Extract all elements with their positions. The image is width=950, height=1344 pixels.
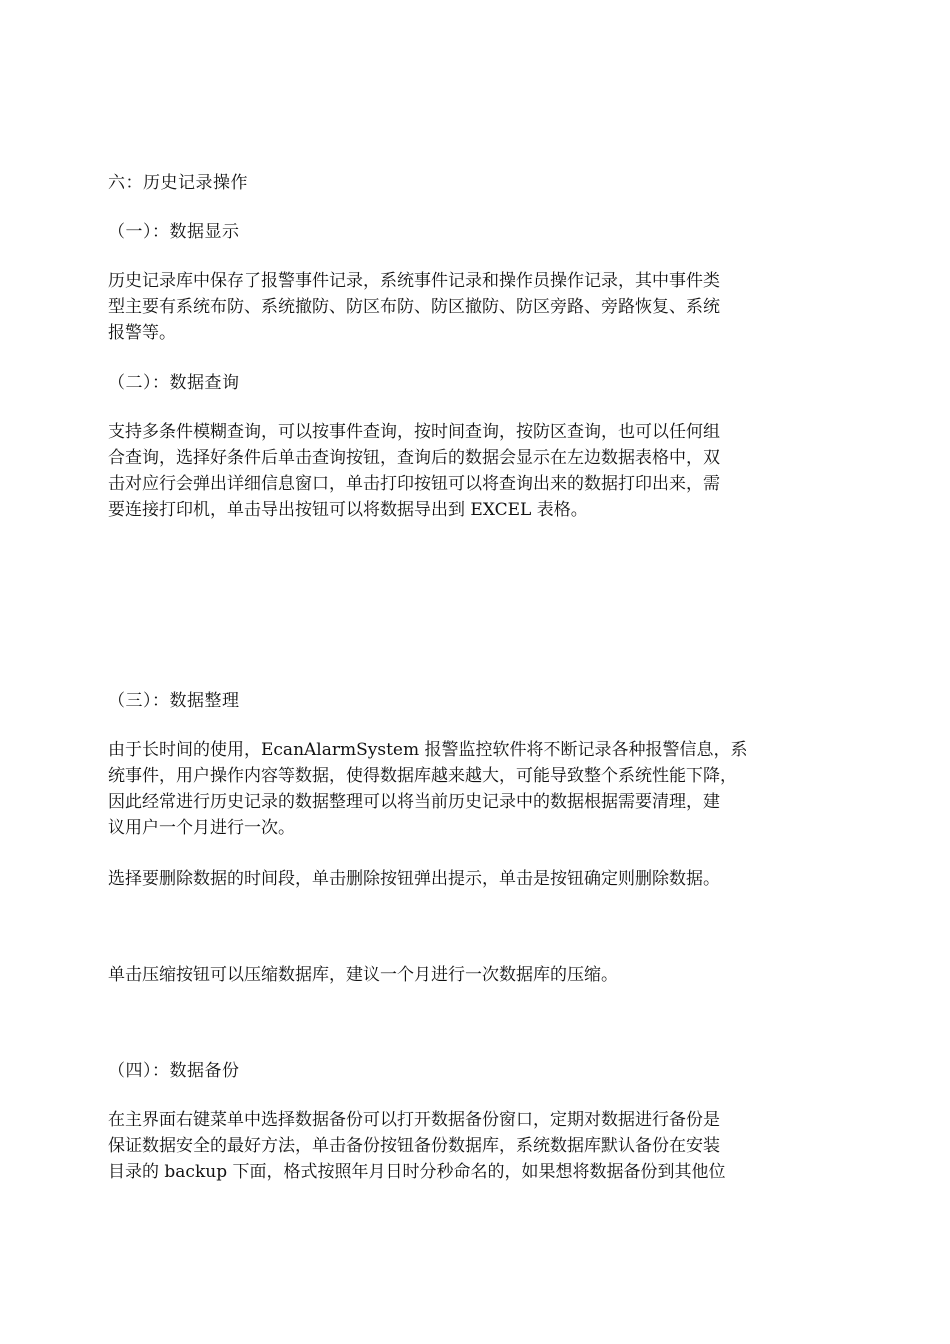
subsection-heading-data-backup: （四）：数据备份 (108, 1061, 240, 1081)
subsection-heading-data-cleanup: （三）：数据整理 (108, 691, 240, 711)
paragraph-line: 在主界面右键菜单中选择数据备份可以打开数据备份窗口，定期对数据进行备份是 (108, 1110, 720, 1130)
paragraph-line: 击对应行会弹出详细信息窗口，单击打印按钮可以将查询出来的数据打印出来，需 (108, 474, 720, 494)
paragraph-line: 目录的 backup 下面，格式按照年月日时分秒命名的，如果想将数据备份到其他位 (108, 1162, 726, 1182)
paragraph-line: 保证数据安全的最好方法，单击备份按钮备份数据库，系统数据库默认备份在安装 (108, 1136, 720, 1156)
paragraph-data-query (108, 419, 843, 523)
paragraph-delete-data (108, 866, 843, 892)
paragraph-line: 支持多条件模糊查询，可以按事件查询，按时间查询，按防区查询，也可以任何组 (108, 422, 720, 442)
paragraph-line: 因此经常进行历史记录的数据整理可以将当前历史记录中的数据根据需要清理，建 (108, 792, 720, 812)
paragraph-line: 要连接打印机，单击导出按钮可以将数据导出到 EXCEL 表格。 (108, 500, 588, 520)
paragraph-line: 统事件，用户操作内容等数据，使得数据库越来越大，可能导致整个系统性能下降， (108, 766, 737, 786)
paragraph-compress-database (108, 962, 843, 988)
section-title: 六：历史记录操作 (108, 173, 248, 193)
paragraph-line: 报警等。 (108, 323, 176, 343)
paragraph-line: 由于长时间的使用，EcanAlarmSystem 报警监控软件将不断记录各种报警信息，系 (108, 740, 748, 760)
subsection-heading-data-display: （一）：数据显示 (108, 222, 240, 242)
subsection-heading-data-query: （二）：数据查询 (108, 373, 240, 393)
paragraph-line: 单击压缩按钮可以压缩数据库，建议一个月进行一次数据库的压缩。 (108, 965, 618, 985)
paragraph-line: 选择要删除数据的时间段，单击删除按钮弹出提示，单击是按钮确定则删除数据。 (108, 869, 720, 889)
paragraph-line: 合查询，选择好条件后单击查询按钮，查询后的数据会显示在左边数据表格中，双 (108, 448, 720, 468)
paragraph-line: 型主要有系统布防、系统撤防、防区布防、防区撤防、防区旁路、旁路恢复、系统 (108, 297, 720, 317)
paragraph-line: 历史记录库中保存了报警事件记录，系统事件记录和操作员操作记录，其中事件类 (108, 271, 720, 291)
paragraph-data-backup (108, 1107, 843, 1185)
paragraph-data-display (108, 268, 843, 346)
paragraph-data-cleanup (108, 737, 843, 841)
paragraph-line: 议用户一个月进行一次。 (108, 818, 295, 838)
